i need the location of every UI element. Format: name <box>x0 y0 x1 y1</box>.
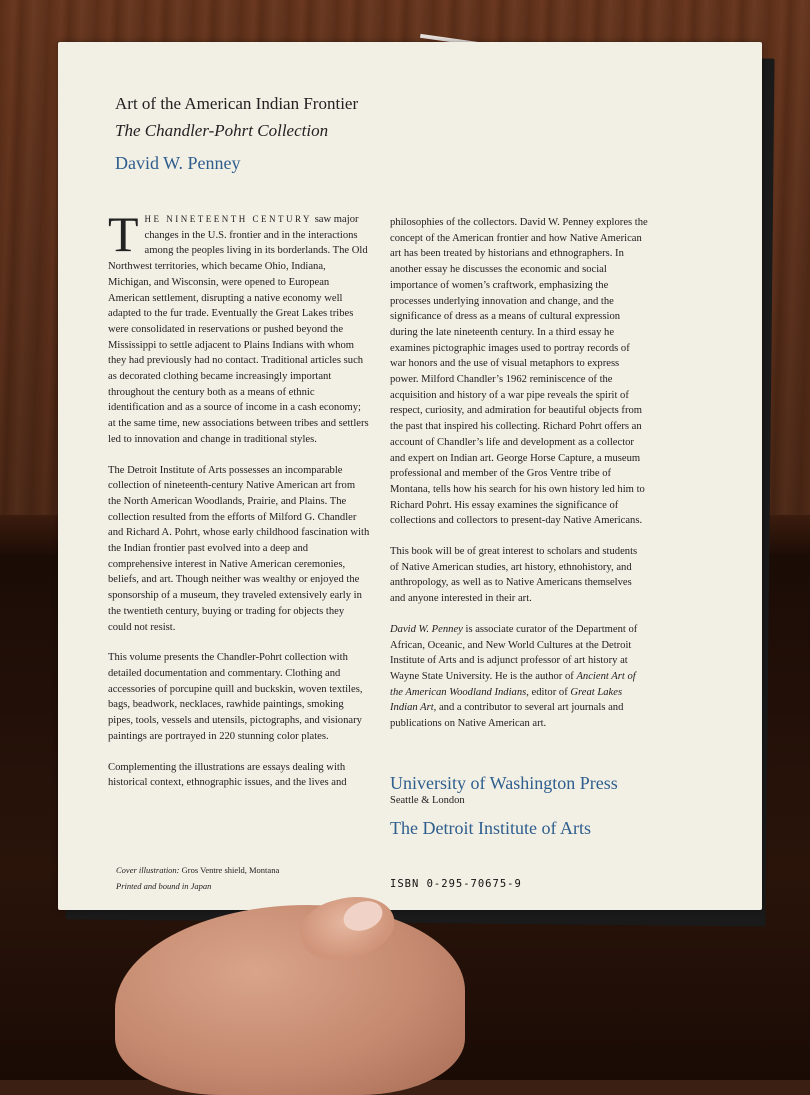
philosophies-paragraph: philosophies of the collectors. David W. Penney explores the concept of the American frontier and how Native American art has been treated by historians and ethnographers. In another essay he discusses the economic and social importance of women’s craftwork, emphasizing the processes underlying innovation and change, and the significance of dress as a means of cultural expression during the late nineteenth century. In a third essay he examines pictographic images used to portray records of war honors and the use of visual metaphors to express power. Milford Chandler’s 1962 reminiscence of the acquisition and history of a war pipe reveals the spirit of respect, curiosity, and admiration for beautiful objects from the past that inspired his collecting. Richard Pohrt offers an account of Chandler’s life and development as a collector and expert on Indian art. George Horse Capture, a museum professional and member of the Gros Ventre tribe of Montana, tells how his search for his own history led him to Richard Pohrt. His essay examines the significance of collections and collectors to present-day Native Americans. <box>390 217 648 527</box>
isbn-number: ISBN 0-295-70675-9 <box>390 878 522 890</box>
small-caps-lead: HE NINETEENTH CENTURY <box>144 214 313 224</box>
cover-illustration-credit <box>116 862 279 878</box>
intro-text: saw major changes in the U.S. frontier and in the interactions among the peoples living in its borderlands. The Old Northwest territories, which became Ohio, Indiana, Michigan, and Wisconsin, were opened to European American settlement, disrupting a native economy well adapted to the fur trade. Eventually the Great Lakes tribes were consolidated in reservations or pushed beyond the Mississippi to settle adjacent to Plains Indians with whom they had previously had no contact. Traditional articles such as decorated clothing became increasingly important throughout the century both as a means of ethnic identification and as a source of income in a cash economy; at the same time, new associations between tribes and settlers led to innovation and change in traditional styles. <box>108 214 369 445</box>
right-text-column <box>390 215 648 747</box>
volume-paragraph: This volume presents the Chandler-Pohrt collection with detailed documentation and commentary. Clothing and accessories of porcupine quill and buckskin, woven textiles, bags, beadwork, necklaces, rawhide paintings, smoking pipes, tools, vessels and utensils, pictographs, and visionary paintings are portrayed in 220 stunning color plates. <box>108 652 363 742</box>
publisher-location: Seattle & London <box>390 795 465 806</box>
collection-paragraph: The Detroit Institute of Arts possesses an incomparable collection of nineteenth-century Native American art from the North American Woodlands, Prairie, and Plains. The collection resulted from the efforts of Milford G. Chandler and Richard A. Pohrt, whose early childhood fascination with the Indian frontier past evolved into a deep and comprehensive interest in Native American ceremonies, beliefs, and art. Though neither was wealthy or enjoyed the sponsorship of a museum, they traveled extensively early in the twentieth century, buying or trading for objects they could not resist. <box>108 464 370 633</box>
bio-text-a: is associate curator of the Department of African, Oceanic, and New World Cultures at the Detroit Institute of Arts and is adjunct professor of art history at Wayne State University. He is the author of <box>390 623 638 682</box>
cover-illustration-text: Gros Ventre shield, Montana <box>179 865 280 875</box>
book-back-cover <box>58 42 762 910</box>
publisher-detroit-institute: The Detroit Institute of Arts <box>390 818 591 838</box>
cover-credits <box>116 862 279 894</box>
cover-illustration-label: Cover illustration: <box>116 865 180 875</box>
book-title: Art of the American Indian Frontier <box>115 94 359 113</box>
bio-book-title-1: Ancient Art of the American Woodland Indians <box>390 670 636 698</box>
left-text-column <box>108 206 370 806</box>
printed-credit: Printed and bound in Japan <box>116 881 212 891</box>
bio-text-c: , and a contributor to several art journals and publications on Native American art. <box>390 702 624 730</box>
bio-text-b: , editor of <box>526 686 571 698</box>
bio-book-title-2: Great Lakes Indian Art <box>390 686 623 714</box>
book-subtitle: The Chandler-Pohrt Collection <box>115 121 329 140</box>
drop-cap: T <box>108 206 139 262</box>
audience-paragraph: This book will be of great interest to scholars and students of Native American studies, art history, ethnohistory, and anthropology, as well as to Native Americans themselves and anyone interested in their art. <box>390 546 638 605</box>
bio-author-name: David W. Penney <box>390 623 463 635</box>
book-author: David W. Penney <box>115 153 241 173</box>
essays-paragraph: Complementing the illustrations are essays dealing with historical context, ethnographic issues, and the lives and <box>108 761 347 789</box>
author-bio-paragraph <box>390 622 648 732</box>
publisher-uw-press: University of Washington Press <box>390 773 618 793</box>
intro-paragraph <box>108 206 370 448</box>
